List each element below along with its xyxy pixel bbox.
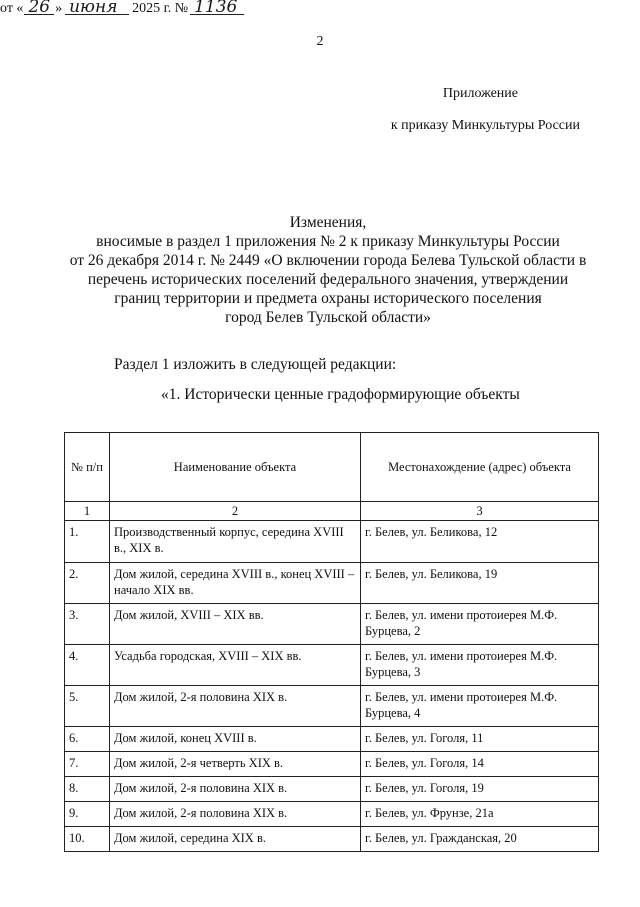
table-row: [65, 727, 599, 752]
header-number: № п/п: [65, 433, 110, 502]
handwritten-month: июня: [65, 0, 129, 15]
table-row: [65, 604, 599, 645]
object-address: г. Белев, ул. имени протоиерея М.Ф. Бурцева, 2: [361, 604, 599, 645]
section-instruction: Раздел 1 изложить в следующей редакции:: [114, 356, 397, 373]
object-address: г. Белев, ул. Гоголя, 11: [361, 727, 599, 752]
row-number: 10.: [65, 827, 110, 852]
row-number: 5.: [65, 686, 110, 727]
row-number: 2.: [65, 563, 110, 604]
row-number: 7.: [65, 752, 110, 777]
table-row: [65, 521, 599, 563]
column-number: 1: [65, 502, 110, 521]
table-row: [65, 827, 599, 852]
column-number-row: [65, 502, 599, 521]
object-address: г. Белев, ул. Гражданская, 20: [361, 827, 599, 852]
object-address: г. Белев, ул. имени протоиерея М.Ф. Бурцева, 4: [361, 686, 599, 727]
row-number: 6.: [65, 727, 110, 752]
object-name: Дом жилой, 2-я половина XIX в.: [110, 802, 361, 827]
column-number: 2: [110, 502, 361, 521]
row-number: 8.: [65, 777, 110, 802]
title-line: город Белев Тульской области»: [225, 309, 431, 326]
object-address: г. Белев, ул. Фрунзе, 21а: [361, 802, 599, 827]
object-name: Дом жилой, 2-я половина XIX в.: [110, 686, 361, 727]
appendix-title: Приложение: [442, 86, 518, 101]
handwritten-number: 1136: [190, 0, 244, 15]
object-address: г. Белев, ул. имени протоиерея М.Ф. Бурцева, 3: [361, 645, 599, 686]
table-row: [65, 563, 599, 604]
table-header-row: [65, 433, 599, 502]
date-mid: »: [55, 1, 63, 16]
object-address: г. Белев, ул. Гоголя, 14: [361, 752, 599, 777]
objects-table: [64, 432, 599, 852]
object-name: Производственный корпус, середина XVIII в., XIX в.: [110, 521, 361, 563]
year-text: 2025 г. №: [132, 1, 189, 16]
table-row: [65, 686, 599, 727]
object-name: Дом жилой, 2-я четверть XIX в.: [110, 752, 361, 777]
object-address: г. Белев, ул. Гоголя, 19: [361, 777, 599, 802]
object-name: Дом жилой, середина XIX в.: [110, 827, 361, 852]
column-number: 3: [361, 502, 599, 521]
appendix-order: к приказу Минкультуры России: [390, 118, 580, 133]
subsection-heading: «1. Исторически ценные градоформирующие объекты: [161, 386, 520, 403]
table-row: [65, 777, 599, 802]
object-name: Дом жилой, 2-я половина XIX в.: [110, 777, 361, 802]
row-number: 3.: [65, 604, 110, 645]
row-number: 1.: [65, 521, 110, 563]
title-line: от 26 декабря 2014 г. № 2449 «О включении города Белева Тульской области в: [69, 252, 587, 269]
title-line: Изменения,: [289, 214, 367, 231]
row-number: 9.: [65, 802, 110, 827]
object-name: Дом жилой, середина XVIII в., конец XVIII – начало XIX вв.: [110, 563, 361, 604]
page-number: 2: [316, 34, 324, 49]
title-line: перечень исторических поселений федерального значения, утверждении: [87, 271, 569, 288]
handwritten-day: 26: [24, 0, 54, 15]
row-number: 4.: [65, 645, 110, 686]
header-address: Местонахождение (адрес) объекта: [361, 433, 599, 502]
object-name: Дом жилой, конец XVIII в.: [110, 727, 361, 752]
object-address: г. Белев, ул. Беликова, 19: [361, 563, 599, 604]
object-address: г. Белев, ул. Беликова, 12: [361, 521, 599, 563]
appendix-date: [0, 0, 640, 17]
table-row: [65, 752, 599, 777]
date-prefix: от «: [0, 1, 24, 16]
object-name: Дом жилой, XVIII – XIX вв.: [110, 604, 361, 645]
document-title: [58, 213, 598, 327]
table-row: [65, 802, 599, 827]
header-name: Наименование объекта: [110, 433, 361, 502]
title-line: границ территории и предмета охраны исторического поселения: [114, 290, 542, 307]
table-row: [65, 645, 599, 686]
object-name: Усадьба городская, XVIII – XIX вв.: [110, 645, 361, 686]
title-line: вносимые в раздел 1 приложения № 2 к приказу Минкультуры России: [96, 233, 560, 250]
